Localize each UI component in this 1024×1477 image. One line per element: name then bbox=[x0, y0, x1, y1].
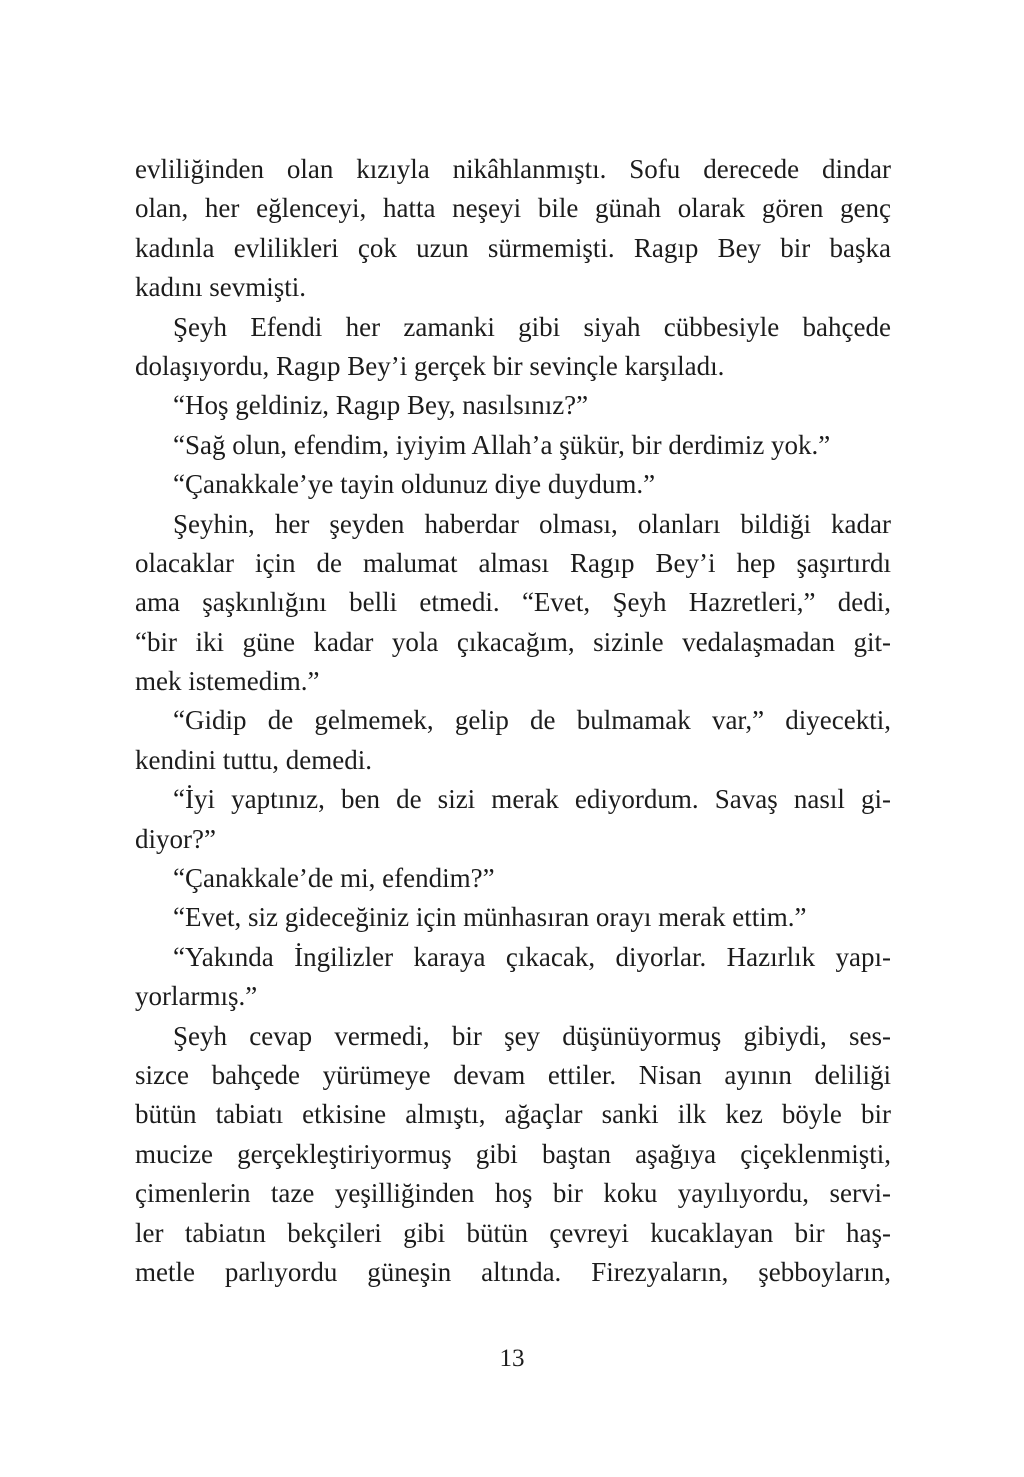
text-line: ama şaşkınlığını belli etmedi. “Evet, Şeyh Hazretleri,” dedi, bbox=[135, 587, 891, 618]
body-text bbox=[135, 150, 891, 1292]
text-line: metle parlıyordu güneşin altında. Firezyaların, şebboyların, bbox=[135, 1256, 891, 1287]
text-line: evliliğinden olan kızıyla nikâhlanmıştı. Sofu derecede dindar bbox=[135, 154, 891, 184]
text-line: “Sağ olun, efendim, iyiyim Allah’a şükür, bir derdimiz yok.” bbox=[173, 429, 831, 460]
text-line: “bir iki güne kadar yola çıkacağım, sizinle vedalaşmadan git- bbox=[135, 626, 891, 657]
text-line: “Yakında İngilizler karaya çıkacak, diyorlar. Hazırlık yapı- bbox=[173, 941, 891, 972]
text-line: bütün tabiatı etkisine almıştı, ağaçlar sanki ilk kez böyle bir bbox=[135, 1099, 891, 1130]
text-line: kadını sevmişti. bbox=[135, 272, 306, 303]
text-line: olacaklar için de malumat alması Ragıp Bey’i hep şaşırtırdı bbox=[135, 547, 891, 578]
text-line: “Gidip de gelmemek, gelip de bulmamak var,” diyecekti, bbox=[173, 705, 891, 736]
text-line: mek istemedim.” bbox=[135, 666, 320, 697]
text-line: sizce bahçede yürümeye devam ettiler. Nisan ayının deliliği bbox=[135, 1059, 891, 1090]
text-line: “Evet, siz gideceğiniz için münhasıran orayı merak ettim.” bbox=[173, 902, 807, 933]
text-line: diyor?” bbox=[135, 823, 216, 854]
text-line: ler tabiatın bekçileri gibi bütün çevreyi kucaklayan bir haş- bbox=[135, 1217, 891, 1248]
text-line: kadınla evlilikleri çok uzun sürmemişti. Ragıp Bey bir başka bbox=[135, 232, 891, 263]
text-line: “İyi yaptınız, ben de sizi merak ediyordum. Savaş nasıl gi- bbox=[173, 784, 891, 815]
text-line: Şeyhin, her şeyden haberdar olması, olanları bildiği kadar bbox=[173, 508, 891, 539]
text-line: “Hoş geldiniz, Ragıp Bey, nasılsınız?” bbox=[173, 390, 589, 421]
text-line: mucize gerçekleştiriyormuş gibi baştan aşağıya çiçeklenmişti, bbox=[135, 1138, 891, 1169]
text-line: yorlarmış.” bbox=[135, 981, 258, 1012]
text-line: Şeyh Efendi her zamanki gibi siyah cübbesiyle bahçede bbox=[173, 311, 891, 342]
page-number: 13 bbox=[499, 1345, 525, 1372]
text-line: “Çanakkale’de mi, efendim?” bbox=[173, 863, 495, 894]
text-line: “Çanakkale’ye tayin oldunuz diye duydum.” bbox=[173, 469, 656, 500]
text-line: Şeyh cevap vermedi, bir şey düşünüyormuş gibiydi, ses- bbox=[173, 1020, 891, 1051]
text-line: dolaşıyordu, Ragıp Bey’i gerçek bir sevinçle karşıladı. bbox=[135, 350, 725, 381]
text-line: olan, her eğlenceyi, hatta neşeyi bile günah olarak gören genç bbox=[135, 193, 891, 224]
text-line: çimenlerin taze yeşilliğinden hoş bir koku yayılıyordu, servi- bbox=[135, 1178, 891, 1209]
text-line: kendini tuttu, demedi. bbox=[135, 744, 372, 775]
